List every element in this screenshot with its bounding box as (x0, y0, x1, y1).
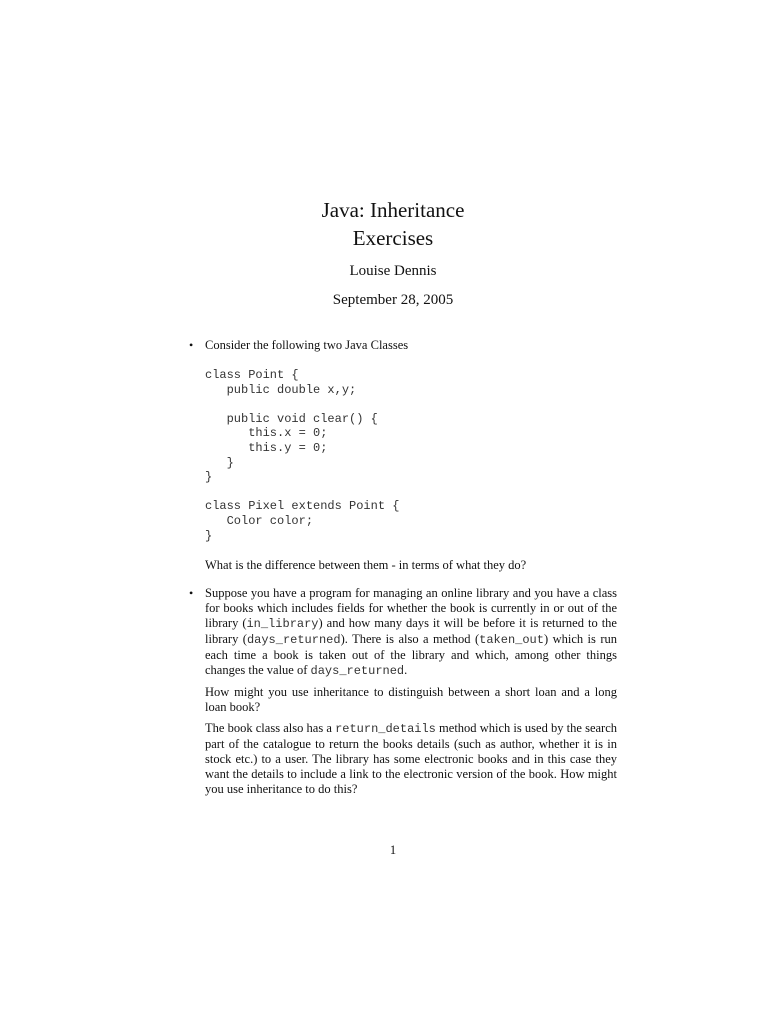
exercise-1-intro: Consider the following two Java Classes (205, 338, 409, 352)
exercise-1-question: What is the difference between them - in terms of what they do? (205, 558, 527, 573)
exercise-2-paragraph-3 (205, 721, 617, 797)
text-run: ) which is run each time a book is taken out of the library and which, among other things changes the value of (205, 632, 618, 677)
bullet-icon: • (189, 586, 194, 600)
text-run: method which is used by the search part of the catalogue to return the books details (such as author, whether it is in stock etc.) to a user. The library has some electronic books and in this case they want the details to include a link to the electronic version of the book. How might you use inheritance to do this? (205, 721, 618, 796)
exercise-2 (189, 586, 618, 797)
inline-code: return_details (335, 722, 436, 736)
exercise-2-paragraph-1 (205, 586, 617, 679)
bullet-icon: • (189, 338, 194, 352)
document-date: September 28, 2005 (332, 292, 454, 308)
code-block: class Point { public double x,y; public void clear() { this.x = 0; this.y = 0; } } class Pixel extends Point { Color color; } (205, 368, 400, 543)
text-run: ). There is also a method ( (340, 632, 480, 646)
inline-code: days_returned (246, 633, 341, 647)
inline-code: in_library (246, 617, 319, 631)
text-run: The book class also has a (205, 721, 336, 735)
text-run: Suppose you have a program for managing an online library and you have a class for books which includes fields for whether the book is currently in or out of the library ( (205, 586, 617, 630)
exercise-1 (189, 338, 617, 573)
text-run: ) and how many days it will be before it is returned to the library ( (205, 616, 617, 646)
author-name: Louise Dennis (349, 263, 437, 279)
document-title (0, 196, 768, 252)
inline-code: days_returned (310, 664, 405, 678)
exercise-2-paragraph-2: How might you use inheritance to distinguish between a short loan and a long loan book? (205, 685, 617, 714)
title-line-1: Java: Inheritance (321, 198, 465, 222)
inline-code: taken_out (479, 633, 544, 647)
title-line-2: Exercises (352, 226, 434, 250)
text-run: . (404, 663, 408, 677)
page-number: 1 (389, 843, 397, 857)
